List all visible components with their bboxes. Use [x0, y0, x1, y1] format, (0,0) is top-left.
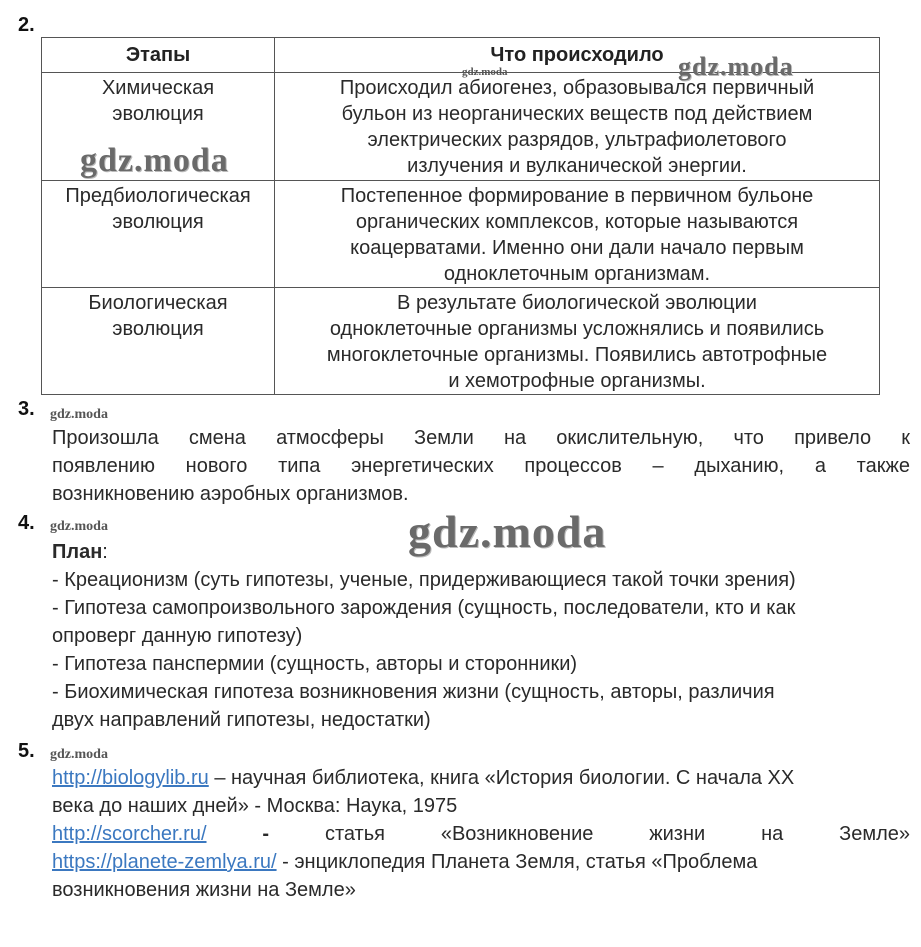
description-cell [275, 73, 880, 181]
watermark-small: gdz.moda [50, 519, 108, 534]
reference-text: – научная библиотека, книга «История биологии. С начала XX [208, 767, 795, 789]
plan-item: - Креационизм (суть гипотезы, ученые, придерживающиеся такой точки зрения) [52, 569, 796, 591]
link-scorcher[interactable]: http://scorcher.ru/ [52, 823, 207, 845]
reference-word: - [262, 823, 270, 845]
plan-item: опроверг данную гипотезу) [52, 625, 303, 647]
description-line: Происходил абиогенез, образовывался первичный [339, 77, 815, 99]
answer-5-text [52, 764, 910, 904]
description-line: одноклеточные организмы усложнялись и появились [329, 318, 825, 340]
stage-name-line: Химическая [101, 77, 215, 99]
reference-text: - энциклопедия Планета Земля, статья «Проблема [276, 851, 758, 873]
description-line: и хемотрофные организмы. [448, 370, 706, 392]
watermark-large: gdz.moda [80, 142, 229, 179]
table-row [42, 288, 880, 395]
plan-item: двух направлений гипотезы, недостатки) [52, 709, 431, 731]
evolution-stages-table [41, 37, 880, 395]
stage-name-line: Биологическая [88, 292, 228, 314]
text-line: Произошла смена атмосферы Земли на окислительную, что привело к [52, 427, 910, 449]
section-number-2: 2. [18, 14, 35, 36]
answer-4-text [52, 538, 910, 734]
description-line: одноклеточным организмам. [443, 263, 711, 285]
reference-1 [52, 764, 910, 792]
plan-colon: : [102, 541, 108, 563]
reference-3-cont: возникновения жизни на Земле» [52, 879, 356, 901]
watermark-large: gdz.moda [408, 506, 607, 557]
watermark-large: gdz.moda [678, 52, 794, 81]
plan-heading [52, 538, 910, 566]
answer-3-text [52, 424, 910, 508]
description-line: бульон из неорганических веществ под действием [341, 103, 813, 125]
text-line: возникновению аэробных организмов. [52, 483, 409, 505]
description-cell [275, 181, 880, 288]
section-number-5: 5. [18, 740, 35, 762]
stage-name-line: эволюция [112, 211, 204, 233]
section-number-3: 3. [18, 398, 35, 420]
reference-word: на [761, 823, 784, 845]
watermark-small: gdz.moda [50, 747, 108, 762]
reference-1-cont: века до наших дней» - Москва: Наука, 1975 [52, 795, 458, 817]
description-line: В результате биологической эволюции [397, 292, 757, 314]
plan-item: - Гипотеза самопроизвольного зарождения (сущность, последователи, кто и как [52, 597, 796, 619]
stage-cell [42, 288, 275, 395]
reference-2 [52, 820, 910, 848]
watermark-small: gdz.moda [50, 407, 108, 422]
stage-name-line: эволюция [112, 103, 204, 125]
stage-cell [42, 181, 275, 288]
reference-3 [52, 848, 910, 876]
reference-word: Земле» [839, 823, 910, 845]
description-line: органических комплексов, которые называются [355, 211, 799, 233]
link-biologylib[interactable]: http://biologylib.ru [52, 767, 209, 789]
description-cell [275, 288, 880, 395]
plan-item: - Биохимическая гипотеза возникновения жизни (сущность, авторы, различия [52, 681, 775, 703]
reference-word: статья [324, 823, 385, 845]
description-line: излучения и вулканической энергии. [407, 155, 747, 177]
description-line: электрических разрядов, ультрафиолетового [367, 129, 787, 151]
table-row [42, 181, 880, 288]
stage-name-line: Предбиологическая [65, 185, 251, 207]
watermark-small: gdz.moda [462, 66, 508, 78]
plan-item: - Гипотеза панспермии (сущность, авторы и сторонники) [52, 653, 578, 675]
description-line: многоклеточные организмы. Появились автотрофные [326, 344, 828, 366]
description-line: коацерватами. Именно они дали начало первым [350, 237, 804, 259]
text-line: появлению нового типа энергетических процессов – дыханию, а также [52, 455, 910, 477]
header-stages: Этапы [42, 38, 275, 73]
section-number-4: 4. [18, 512, 35, 534]
plan-title: План [52, 541, 103, 563]
description-line: Постепенное формирование в первичном бульоне [340, 185, 814, 207]
reference-word: «Возникновение [440, 823, 594, 845]
link-planete-zemlya[interactable]: https://planete-zemlya.ru/ [52, 851, 277, 873]
reference-word: жизни [649, 823, 706, 845]
stage-name-line: эволюция [112, 318, 204, 340]
header-what-happened: Что происходило [275, 38, 880, 73]
